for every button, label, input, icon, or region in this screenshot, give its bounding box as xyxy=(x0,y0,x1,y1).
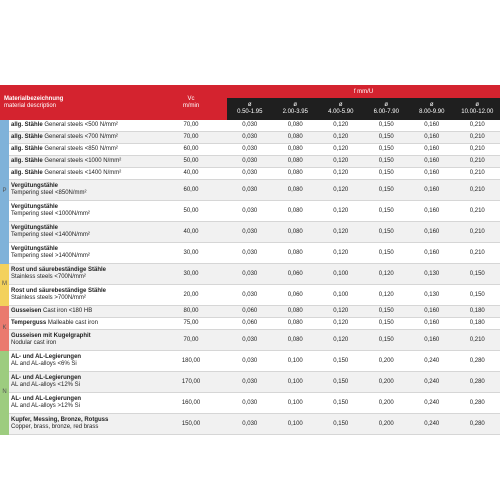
feed-cell: 0,150 xyxy=(318,351,364,372)
material-name-de: AL- und AL-Legierungen xyxy=(11,396,82,402)
material-name-en: Tempering steel <1000N/mm² xyxy=(11,211,90,217)
diameter-icon: ø xyxy=(384,102,389,108)
feed-cell: 0,100 xyxy=(318,264,364,285)
feed-cell: 0,200 xyxy=(364,372,410,393)
table-row xyxy=(0,180,500,201)
material-name-en: AL and AL-alloys <6% Si xyxy=(11,361,77,367)
material-name-en: General steels <850 N/mm² xyxy=(44,146,118,152)
feed-cell: 0,100 xyxy=(273,414,319,435)
material-name-en: General steels <1000 N/mm² xyxy=(44,158,122,164)
table-row xyxy=(0,393,500,414)
feed-cell: 0,150 xyxy=(364,156,410,168)
vc-cell: 70,00 xyxy=(155,330,227,351)
diameter-range-label: 10.00-12.00 xyxy=(461,109,494,115)
material-name-de: allg. Stähle xyxy=(11,134,43,140)
material-group-badge: N xyxy=(0,351,9,435)
material-name-en: General steels <700 N/mm² xyxy=(44,134,118,140)
table-row xyxy=(0,222,500,243)
material-name-en: General steels <500 N/mm² xyxy=(44,122,118,128)
diameter-range-label: 4.00-5.90 xyxy=(328,109,354,115)
feed-cell: 0,030 xyxy=(227,285,273,306)
feed-cell: 0,030 xyxy=(227,243,273,264)
feed-cell: 0,160 xyxy=(409,120,455,132)
feed-cell: 0,030 xyxy=(227,144,273,156)
feed-cell: 0,180 xyxy=(455,318,500,330)
feed-cell: 0,100 xyxy=(273,351,319,372)
vc-cell: 50,00 xyxy=(155,156,227,168)
material-name-de: Kupfer, Messing, Bronze, Rotguss xyxy=(11,417,109,423)
material-name-en: AL and AL-alloys >12% Si xyxy=(11,403,80,409)
feed-cell: 0,280 xyxy=(455,393,500,414)
table-row xyxy=(0,264,500,285)
feed-cell: 0,200 xyxy=(364,414,410,435)
feed-cell: 0,080 xyxy=(273,144,319,156)
vc-cell: 50,00 xyxy=(155,201,227,222)
feed-cell: 0,150 xyxy=(364,243,410,264)
feed-cell: 0,280 xyxy=(455,351,500,372)
feed-cell: 0,120 xyxy=(318,156,364,168)
table-row xyxy=(0,201,500,222)
feed-cell: 0,060 xyxy=(227,306,273,318)
feed-cell: 0,150 xyxy=(364,222,410,243)
material-cell xyxy=(9,414,155,435)
feed-cell: 0,150 xyxy=(364,201,410,222)
feed-cell: 0,060 xyxy=(227,318,273,330)
material-cell xyxy=(9,306,155,318)
table-row xyxy=(0,414,500,435)
vc-cell: 20,00 xyxy=(155,285,227,306)
table-row xyxy=(0,330,500,351)
table-row xyxy=(0,144,500,156)
cutting-data-table xyxy=(0,85,500,435)
material-name-en: Nodular cast iron xyxy=(11,340,57,346)
material-cell xyxy=(9,285,155,306)
diameter-icon: ø xyxy=(338,102,343,108)
material-header-title: Materialbezeichnung xyxy=(4,95,64,102)
feed-cell: 0,210 xyxy=(455,120,500,132)
feed-cell: 0,160 xyxy=(409,144,455,156)
vc-cell: 75,00 xyxy=(155,318,227,330)
feed-cell: 0,120 xyxy=(318,180,364,201)
diameter-icon: ø xyxy=(247,102,252,108)
table-row xyxy=(0,243,500,264)
material-name-en: General steels <1400 N/mm² xyxy=(44,170,122,176)
table-row xyxy=(0,156,500,168)
material-cell xyxy=(9,156,155,168)
feed-cell: 0,030 xyxy=(227,264,273,285)
feed-cell: 0,210 xyxy=(455,144,500,156)
material-name-de: Gusseisen mit Kugelgraphit xyxy=(11,333,91,339)
table-row xyxy=(0,306,500,318)
cutting-data-table-wrapper xyxy=(0,85,500,435)
feed-cell: 0,080 xyxy=(273,201,319,222)
feed-cell: 0,150 xyxy=(364,318,410,330)
material-name-de: allg. Stähle xyxy=(11,170,43,176)
feed-cell: 0,120 xyxy=(318,318,364,330)
table-row xyxy=(0,168,500,180)
feed-cell: 0,030 xyxy=(227,180,273,201)
feed-cell: 0,120 xyxy=(318,306,364,318)
feed-cell: 0,210 xyxy=(455,156,500,168)
material-name-de: Vergütungstähle xyxy=(11,204,59,210)
material-name-en: Copper, brass, bronze, red brass xyxy=(11,424,99,430)
material-name-de: allg. Stähle xyxy=(11,158,43,164)
material-cell xyxy=(9,201,155,222)
feed-cell: 0,080 xyxy=(273,168,319,180)
vc-cell: 80,00 xyxy=(155,306,227,318)
feed-cell: 0,120 xyxy=(318,132,364,144)
feed-cell: 0,210 xyxy=(455,222,500,243)
material-cell xyxy=(9,180,155,201)
feed-header: f mm/U xyxy=(227,85,500,98)
material-cell xyxy=(9,393,155,414)
material-name-de: AL- und AL-Legierungen xyxy=(11,375,82,381)
feed-cell: 0,160 xyxy=(409,156,455,168)
feed-cell: 0,120 xyxy=(318,201,364,222)
feed-cell: 0,150 xyxy=(455,264,500,285)
feed-cell: 0,160 xyxy=(409,222,455,243)
feed-cell: 0,120 xyxy=(364,264,410,285)
diameter-range-header xyxy=(227,98,273,120)
table-row xyxy=(0,351,500,372)
feed-cell: 0,030 xyxy=(227,372,273,393)
feed-cell: 0,030 xyxy=(227,222,273,243)
feed-cell: 0,130 xyxy=(409,264,455,285)
material-cell xyxy=(9,144,155,156)
feed-cell: 0,160 xyxy=(409,132,455,144)
feed-cell: 0,200 xyxy=(364,351,410,372)
feed-cell: 0,030 xyxy=(227,414,273,435)
material-name-en: Tempering steel <1400N/mm² xyxy=(11,232,90,238)
feed-cell: 0,080 xyxy=(273,156,319,168)
feed-cell: 0,080 xyxy=(273,243,319,264)
material-name-en: Tempering steel >1400N/mm² xyxy=(11,253,90,259)
material-name-de: AL- und AL-Legierungen xyxy=(11,354,82,360)
feed-cell: 0,120 xyxy=(318,168,364,180)
vc-header-title: Vc xyxy=(187,95,195,102)
feed-cell: 0,160 xyxy=(409,168,455,180)
vc-cell: 30,00 xyxy=(155,264,227,285)
feed-cell: 0,080 xyxy=(273,330,319,351)
feed-cell: 0,030 xyxy=(227,201,273,222)
feed-cell: 0,160 xyxy=(409,180,455,201)
material-name-en: Stainless steels >700N/mm² xyxy=(11,295,86,301)
feed-cell: 0,210 xyxy=(455,180,500,201)
feed-cell: 0,030 xyxy=(227,120,273,132)
diameter-icon: ø xyxy=(429,102,434,108)
feed-cell: 0,150 xyxy=(318,393,364,414)
diameter-range-header xyxy=(318,98,364,120)
feed-cell: 0,120 xyxy=(318,222,364,243)
material-cell xyxy=(9,372,155,393)
table-row xyxy=(0,372,500,393)
feed-cell: 0,210 xyxy=(455,201,500,222)
material-name-de: allg. Stähle xyxy=(11,146,43,152)
feed-cell: 0,060 xyxy=(273,285,319,306)
feed-cell: 0,100 xyxy=(318,285,364,306)
vc-cell: 160,00 xyxy=(155,393,227,414)
material-cell xyxy=(9,330,155,351)
material-cell xyxy=(9,318,155,330)
feed-cell: 0,210 xyxy=(455,330,500,351)
vc-cell: 150,00 xyxy=(155,414,227,435)
feed-cell: 0,080 xyxy=(273,318,319,330)
material-name-en: Malleable cast iron xyxy=(47,320,98,326)
material-name-de: allg. Stähle xyxy=(11,122,43,128)
feed-cell: 0,160 xyxy=(409,330,455,351)
vc-header-unit: m/min xyxy=(182,102,200,109)
feed-cell: 0,180 xyxy=(455,306,500,318)
vc-header xyxy=(155,85,227,120)
material-name-en: AL and AL-alloys <12% Si xyxy=(11,382,80,388)
diameter-range-header xyxy=(409,98,455,120)
feed-cell: 0,100 xyxy=(273,372,319,393)
feed-cell: 0,210 xyxy=(455,168,500,180)
feed-cell: 0,150 xyxy=(364,168,410,180)
feed-cell: 0,150 xyxy=(318,372,364,393)
feed-cell: 0,120 xyxy=(318,144,364,156)
table-row xyxy=(0,318,500,330)
diameter-range-label: 2.00-3.95 xyxy=(282,109,308,115)
vc-cell: 70,00 xyxy=(155,120,227,132)
material-name-de: Temperguss xyxy=(11,320,47,326)
feed-cell: 0,160 xyxy=(409,306,455,318)
feed-cell: 0,150 xyxy=(364,144,410,156)
feed-cell: 0,150 xyxy=(364,120,410,132)
feed-cell: 0,030 xyxy=(227,156,273,168)
feed-cell: 0,120 xyxy=(318,330,364,351)
material-name-de: Gusseisen xyxy=(11,308,42,314)
feed-cell: 0,030 xyxy=(227,168,273,180)
vc-cell: 30,00 xyxy=(155,243,227,264)
diameter-range-label: 6.00-7.90 xyxy=(373,109,399,115)
material-name-de: Vergütungstähle xyxy=(11,183,59,189)
table-row xyxy=(0,285,500,306)
material-group-badge: K xyxy=(0,306,9,351)
material-cell xyxy=(9,222,155,243)
feed-cell: 0,150 xyxy=(455,285,500,306)
vc-cell: 70,00 xyxy=(155,132,227,144)
feed-cell: 0,120 xyxy=(318,120,364,132)
feed-cell: 0,150 xyxy=(364,180,410,201)
vc-cell: 60,00 xyxy=(155,180,227,201)
feed-cell: 0,150 xyxy=(318,414,364,435)
material-group-badge: P xyxy=(0,120,9,264)
vc-cell: 170,00 xyxy=(155,372,227,393)
feed-cell: 0,080 xyxy=(273,120,319,132)
material-name-en: Tempering steel <850N/mm² xyxy=(11,190,87,196)
material-cell xyxy=(9,264,155,285)
material-name-de: Vergütungstähle xyxy=(11,246,59,252)
feed-cell: 0,160 xyxy=(409,318,455,330)
feed-cell: 0,160 xyxy=(409,243,455,264)
feed-cell: 0,150 xyxy=(364,132,410,144)
diameter-icon: ø xyxy=(293,102,298,108)
table-row xyxy=(0,120,500,132)
material-header xyxy=(0,85,155,120)
feed-cell: 0,240 xyxy=(409,351,455,372)
material-cell xyxy=(9,120,155,132)
material-cell xyxy=(9,168,155,180)
table-row xyxy=(0,132,500,144)
feed-cell: 0,080 xyxy=(273,132,319,144)
diameter-range-label: 0.50-1.95 xyxy=(237,109,263,115)
material-header-subtitle: material description xyxy=(4,102,57,109)
feed-cell: 0,200 xyxy=(364,393,410,414)
feed-cell: 0,100 xyxy=(273,393,319,414)
feed-cell: 0,130 xyxy=(409,285,455,306)
feed-cell: 0,240 xyxy=(409,393,455,414)
material-group-badge: M xyxy=(0,264,9,306)
feed-cell: 0,030 xyxy=(227,330,273,351)
vc-cell: 40,00 xyxy=(155,222,227,243)
diameter-range-label: 8.00-9.90 xyxy=(419,109,445,115)
material-name-de: Vergütungstähle xyxy=(11,225,59,231)
material-name-de: Rost und säurebeständige Stähle xyxy=(11,288,107,294)
diameter-range-header xyxy=(364,98,410,120)
feed-cell: 0,080 xyxy=(273,180,319,201)
feed-cell: 0,280 xyxy=(455,372,500,393)
material-name-en: Cast iron <180 HB xyxy=(43,308,93,314)
feed-cell: 0,060 xyxy=(273,264,319,285)
diameter-range-header xyxy=(455,98,500,120)
feed-cell: 0,280 xyxy=(455,414,500,435)
feed-cell: 0,120 xyxy=(318,243,364,264)
feed-cell: 0,160 xyxy=(409,201,455,222)
material-cell xyxy=(9,243,155,264)
feed-cell: 0,240 xyxy=(409,372,455,393)
feed-cell: 0,240 xyxy=(409,414,455,435)
material-name-de: Rost und säurebeständige Stähle xyxy=(11,267,107,273)
material-cell xyxy=(9,132,155,144)
feed-cell: 0,150 xyxy=(364,330,410,351)
vc-cell: 40,00 xyxy=(155,168,227,180)
feed-cell: 0,030 xyxy=(227,393,273,414)
table-body xyxy=(0,120,500,435)
feed-cell: 0,210 xyxy=(455,132,500,144)
feed-cell: 0,030 xyxy=(227,132,273,144)
diameter-range-header xyxy=(273,98,319,120)
feed-cell: 0,150 xyxy=(364,306,410,318)
feed-cell: 0,120 xyxy=(364,285,410,306)
vc-cell: 180,00 xyxy=(155,351,227,372)
material-name-en: Stainless steels <700N/mm² xyxy=(11,274,86,280)
vc-cell: 60,00 xyxy=(155,144,227,156)
material-cell xyxy=(9,351,155,372)
feed-cell: 0,080 xyxy=(273,222,319,243)
feed-cell: 0,210 xyxy=(455,243,500,264)
feed-cell: 0,080 xyxy=(273,306,319,318)
feed-cell: 0,030 xyxy=(227,351,273,372)
diameter-icon: ø xyxy=(475,102,480,108)
